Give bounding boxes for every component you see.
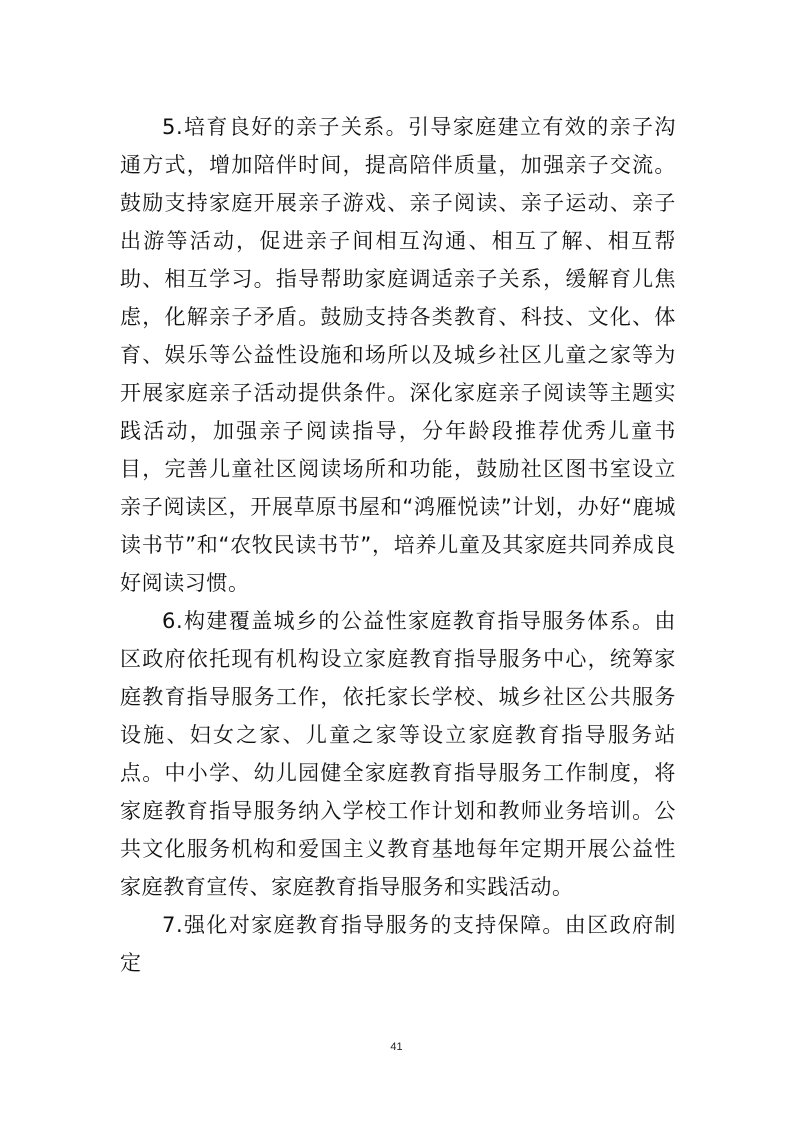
paragraph-7: 7.强化对家庭教育指导服务的支持保障。由区政府制定 [120, 913, 676, 975]
page-number: 41 [390, 1041, 403, 1053]
paragraph-5: 5.培育良好的亲子关系。引导家庭建立有效的亲子沟通方式，增加陪伴时间，提高陪伴质量，加强亲子交流。鼓励支持家庭开展亲子游戏、亲子阅读、亲子运动、亲子出游等活动，促进亲子间相互沟通、相互了解、相互帮助、相互学习。指导帮助家庭调适亲子关系，缓解育儿焦虑，化解亲子矛盾。鼓励支持各类教育、科技、文化、体育、娱乐等公益性设施和场所以及城乡社区儿童之家等为开展家庭亲子活动提供条件。深化家庭亲子阅读等主题实践活动，加强亲子阅读指导，分年龄段推荐优秀儿童书目，完善儿童社区阅读场所和功能，鼓励社区图书室设立亲子阅读区，开展草原书屋和“鸿雁悦读”计划，办好“鹿城读书节”和“农牧民读书节”，培养儿童及其家庭共同养成良好阅读习惯。 [120, 115, 676, 595]
body-text [120, 108, 676, 982]
paragraph-6: 6.构建覆盖城乡的公益性家庭教育指导服务体系。由区政府依托现有机构设立家庭教育指导服务中心，统筹家庭教育指导服务工作，依托家长学校、城乡社区公共服务设施、妇女之家、儿童之家等设立家庭教育指导服务站点。中小学、幼儿园健全家庭教育指导服务工作制度，将家庭教育指导服务纳入学校工作计划和教师业务培训。公共文化服务机构和爱国主义教育基地每年定期开展公益性家庭教育宣传、家庭教育指导服务和实践活动。 [120, 609, 676, 899]
